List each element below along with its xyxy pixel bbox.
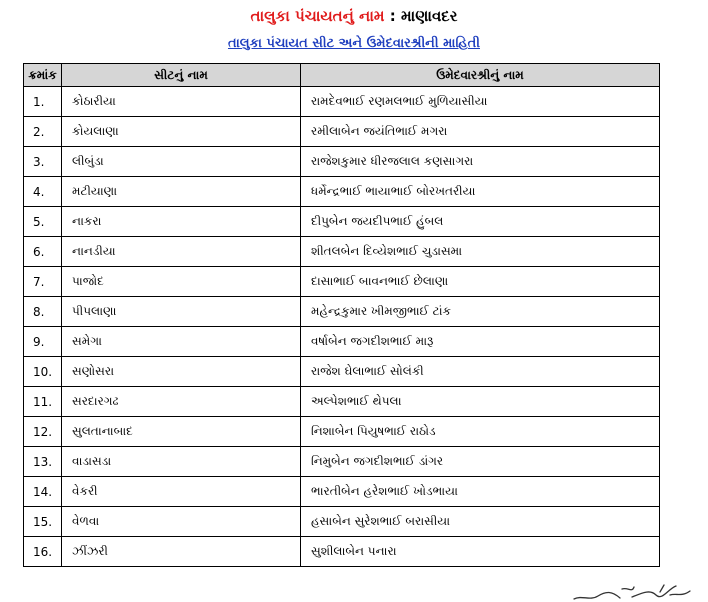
row-candidate-name: રાજેશકુમાર ધીરજલાલ કણસાગરા — [301, 147, 660, 177]
row-candidate-name: રાજેશ ઘેલાભાઈ સોલંકી — [301, 357, 660, 387]
table-row — [24, 477, 660, 507]
row-serial-number: 7. — [24, 267, 62, 297]
table-row — [24, 447, 660, 477]
title-label: તાલુકા પંચાયતનું નામ — [250, 7, 385, 25]
row-candidate-name: ધર્મેન્દ્રભાઈ ભાયાભાઈ બોરખતરીયા — [301, 177, 660, 207]
row-candidate-name: દાસાભાઈ બાવનભાઈ છેલાણા — [301, 267, 660, 297]
table-row — [24, 537, 660, 567]
row-candidate-name: મહેન્દ્રકુમાર ખીમજીભાઈ ટાંક — [301, 297, 660, 327]
page-title — [0, 6, 708, 26]
row-seat-name: પાજોદ — [62, 267, 301, 297]
seat-candidate-table — [23, 63, 660, 567]
row-serial-number: 9. — [24, 327, 62, 357]
row-seat-name: વેકરી — [62, 477, 301, 507]
row-seat-name: વેળવા — [62, 507, 301, 537]
page-subtitle: તાલુકા પંચાયત સીટ અને ઉમેદવારશ્રીની માહિતી — [227, 36, 480, 51]
row-candidate-name: વર્ષાબેન જગદીશભાઈ મારૂ — [301, 327, 660, 357]
row-candidate-name: શીતલબેન દિવ્યેશભાઈ ચુડાસમા — [301, 237, 660, 267]
row-seat-name: પીપલાણા — [62, 297, 301, 327]
table-row — [24, 267, 660, 297]
table-row — [24, 387, 660, 417]
row-seat-name: કોયલાણા — [62, 117, 301, 147]
column-header-serial: ક્રમાંક — [24, 64, 62, 87]
row-candidate-name: નિમુબેન જગદીશભાઈ ડાંગર — [301, 447, 660, 477]
row-seat-name: કોઠારીયા — [62, 87, 301, 117]
row-serial-number: 5. — [24, 207, 62, 237]
table-row — [24, 147, 660, 177]
table-body — [24, 87, 660, 567]
row-seat-name: મટીયાણા — [62, 177, 301, 207]
table-row — [24, 297, 660, 327]
row-serial-number: 15. — [24, 507, 62, 537]
row-candidate-name: અલ્પેશભાઈ થેપલા — [301, 387, 660, 417]
row-candidate-name: ભારતીબેન હરેશભાઈ ખોડભાયા — [301, 477, 660, 507]
row-seat-name: વાડાસડા — [62, 447, 301, 477]
table-row — [24, 327, 660, 357]
row-serial-number: 4. — [24, 177, 62, 207]
row-seat-name: સરદારગઢ — [62, 387, 301, 417]
row-candidate-name: સુશીલાબેન પનારા — [301, 537, 660, 567]
row-seat-name: નાકરા — [62, 207, 301, 237]
row-seat-name: સમેગા — [62, 327, 301, 357]
table-row — [24, 417, 660, 447]
row-serial-number: 12. — [24, 417, 62, 447]
row-serial-number: 16. — [24, 537, 62, 567]
table-header-row — [24, 64, 660, 87]
row-candidate-name: રામદેવભાઈ રણમલભાઈ મુળિયાસીયા — [301, 87, 660, 117]
title-separator: : — [389, 7, 396, 25]
column-header-seat: સીટનું નામ — [62, 64, 301, 87]
row-seat-name: સણોસરા — [62, 357, 301, 387]
row-serial-number: 1. — [24, 87, 62, 117]
column-header-candidate: ઉમેદવારશ્રીનું નામ — [301, 64, 660, 87]
row-serial-number: 6. — [24, 237, 62, 267]
table-row — [24, 507, 660, 537]
row-candidate-name: નિશાબેન પિયુષભાઈ રાઠોડ — [301, 417, 660, 447]
row-serial-number: 13. — [24, 447, 62, 477]
row-serial-number: 3. — [24, 147, 62, 177]
table-row — [24, 237, 660, 267]
signature-icon — [572, 583, 692, 602]
row-seat-name: સુલતાનાબાદ — [62, 417, 301, 447]
row-serial-number: 10. — [24, 357, 62, 387]
row-candidate-name: દીપુબેન જયદીપભાઈ હુંબલ — [301, 207, 660, 237]
table-row — [24, 87, 660, 117]
table-row — [24, 177, 660, 207]
row-seat-name: ઝીંઝરી — [62, 537, 301, 567]
title-value: માણાવદર — [400, 7, 458, 25]
row-serial-number: 8. — [24, 297, 62, 327]
table-row — [24, 357, 660, 387]
row-seat-name: લીબુંડા — [62, 147, 301, 177]
row-candidate-name: રમીલાબેન જયંતિભાઈ મગરા — [301, 117, 660, 147]
row-serial-number: 2. — [24, 117, 62, 147]
row-serial-number: 14. — [24, 477, 62, 507]
table-row — [24, 207, 660, 237]
row-seat-name: નાનડીયા — [62, 237, 301, 267]
row-serial-number: 11. — [24, 387, 62, 417]
row-candidate-name: હસાબેન સુરેશભાઈ બરાસીયા — [301, 507, 660, 537]
table-row — [24, 117, 660, 147]
